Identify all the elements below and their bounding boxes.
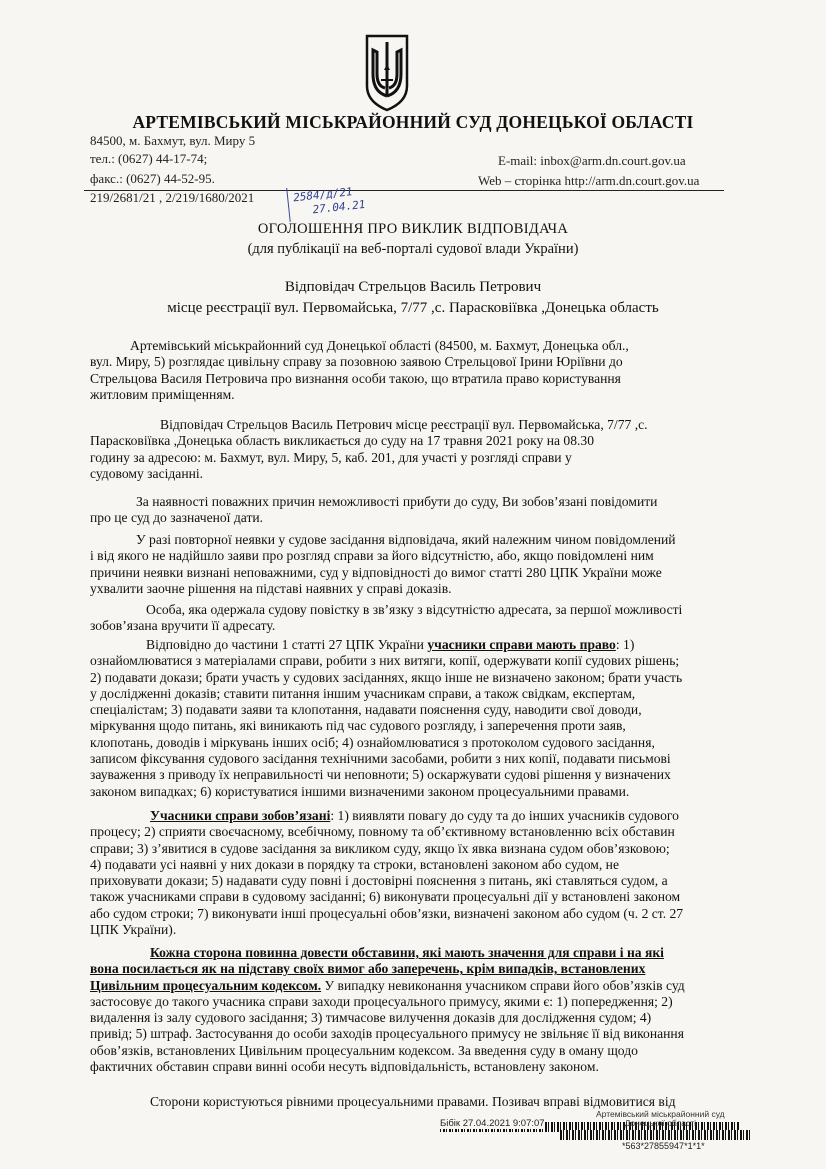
trident-emblem-icon bbox=[363, 30, 411, 112]
paragraph-duties: Учасники справи зобов’язані: 1) виявляти повагу до суду та до інших учасників судового процесу; 2) сприяти своєчасному, всебічному, повному та об’єктивному встановленню всіх обставин справи; 3) з’явитися в судове засідання за викликом суду, якщо їх явка визнана судом обов’язковою; 4) подавати усі наявні у них докази в порядку та строки, встановлені законом або судом, не приховувати докази; 5) надавати суду повні і достовірні пояснення з питань, які ставляться судом, а також учасниками справи в судовому засіданні; 6) виконувати процесуальні дії у встановлені законом або судом строки; 7) виконувати інші процесуальні обов’язки, визначені законом або судом (ч. 2 ст. 27 ЦПК України). bbox=[90, 808, 684, 938]
paragraph-burden: Кожна сторона повинна довести обставини, які мають значення для справи і на які вона посилається як на підставу своїх вимог або заперечень, крім випадків, встановлених Цивільним процесуальним кодексом. У випадку невиконання учасником справи його обов’язків суд застосовує до такого учасника справи заходи процесуального примусу, якими є: 1) попередження; 2) видалення із залу судового засідання; 3) тимчасове вилучення доказів для дослідження судом; 4) привід; 5) штраф. Застосування до особи заходів процесуального примусу не звільняє її від виконання обов’язків, встановлених Цивільним процесуальним кодексом. За введення суду в оману щодо фактичних обставин справи винні особи несуть відповідальність, встановлену законом. bbox=[90, 945, 770, 1075]
burden-heading-2: вона посилається як на підставу своїх вимог або заперечень, крім випадків, встановлених bbox=[90, 961, 646, 977]
court-fax: факс.: (0627) 44-52-95. bbox=[90, 171, 215, 186]
footer-court-stamp: Артемівський міськрайонний суд Донецької області bbox=[596, 1109, 725, 1128]
duties-heading: Учасники справи зобов’язані bbox=[150, 808, 331, 823]
barcode-strip-secondary bbox=[560, 1130, 750, 1140]
burden-heading-3: Цивільним процесуальним кодексом. bbox=[90, 977, 322, 993]
court-address: 84500, м. Бахмут, вул. Миру 5 bbox=[90, 133, 256, 148]
court-name: АРТЕМІВСЬКИЙ МІСЬКРАЙОННИЙ СУД ДОНЕЦЬКОЇ ОБЛАСТІ bbox=[132, 112, 694, 132]
paragraph-summons: Відповідач Стрельцов Василь Петрович місце реєстрації вул. Первомайська, 7/77 ,с. Парасковіївка ,Донецька область викликається до суду на 17 травня 2021 року на 08.30 годину за адресою: м. Бахмут, вул. Миру, 5, каб. 201, для участі у розгляді справи у судовому засіданні. bbox=[90, 417, 648, 481]
rights-heading: учасники справи мають право bbox=[427, 637, 616, 652]
court-email: E-mail: inbox@arm.dn.court.gov.ua bbox=[498, 153, 686, 168]
notice-title: ОГОЛОШЕННЯ ПРО ВИКЛИК ВІДПОВІДАЧА bbox=[257, 221, 569, 237]
paragraph-notify: За наявності поважних причин неможливості прибути до суду, Ви зобов’язані повідомити про це суд до зазначеної дати. bbox=[90, 494, 658, 526]
paragraph-equality: Сторони користуються рівними процесуальними правами. Позивач вправі відмовитися від bbox=[150, 1094, 676, 1109]
court-phone: тел.: (0627) 44-17-74; bbox=[90, 151, 208, 166]
case-numbers: 219/2681/21 , 2/219/1680/2021 bbox=[90, 190, 255, 205]
paragraph-rights: Відповідно до частини 1 статті 27 ЦПК України учасники справи мають право: 1) ознайомлюватися з матеріалами справи, робити з них витяги, копії, одержувати копії судових рішень; 2) подавати докази; брати участь у судових засіданнях, якщо інше не визначено законом; брати участь у дослідженні доказів; ставити питання іншим учасникам справи, а також свідкам, експертам, спеціалістам; 3) подавати заяви та клопотання, надавати пояснення суду, наводити свої доводи, міркування щодо питань, які виникають під час судового розгляду, і заперечення проти заяв, клопотань, доводів і міркувань інших осіб; 4) ознайомлюватися з протоколом судового засідання, записом фіксування судового засідання технічними засобами, робити з них копії, подавати письмові зауваження з приводу їх неправильності чи неповноти; 5) оскаржувати судові рішення у визначених законом випадках; 6) користуватися іншими визначеними законом процесуальними правами. bbox=[90, 637, 683, 799]
paragraph-case: Артемівський міськрайонний суд Донецької області (84500, м. Бахмут, Донецька обл., вул. Миру, 5) розглядає цивільну справу за позовною заявою Стрельцової Ірини Юріївни до Стрельцова Василя Петровича про визнання особи такою, що втратила право користування житловим приміщенням. bbox=[90, 338, 629, 402]
respondent-registration: місце реєстрації вул. Первомайська, 7/77 ,с. Парасковіївка ,Донецька область bbox=[167, 300, 659, 316]
stamp-number: 2584/д/21 bbox=[292, 185, 354, 205]
burden-heading-1: Кожна сторона повинна довести обставини, які мають значення для справи і на які bbox=[150, 945, 664, 960]
stamp-date: 27.04.21 bbox=[311, 197, 366, 217]
print-timestamp: Бібік 27.04.2021 9:07:07 bbox=[440, 1118, 545, 1129]
notice-subtitle: (для публікації на веб-порталі судової влади України) bbox=[247, 241, 579, 257]
court-website: Web – сторінка http://arm.dn.court.gov.ua bbox=[478, 173, 700, 188]
barcode-code: *563*27855947*1*1* bbox=[622, 1141, 705, 1151]
paragraph-delivery: Особа, яка одержала судову повістку в зв’язку з відсутністю адресата, за першої можливості зобов’язана вручити її адресату. bbox=[90, 602, 683, 634]
respondent-name: Відповідач Стрельцов Василь Петрович bbox=[284, 279, 542, 295]
paragraph-default: У разі повторної неявки у судове засідання відповідача, який належним чином повідомлений і від якого не надійшло заяви про розгляд справи за його відсутністю, або, якщо повідомлені ним причини неявки визнані неповажними, суд у відповідності до вимог статті 280 ЦПК України може ухвалити заочне рішення на підставі наявних у справі доказів. bbox=[90, 532, 676, 596]
